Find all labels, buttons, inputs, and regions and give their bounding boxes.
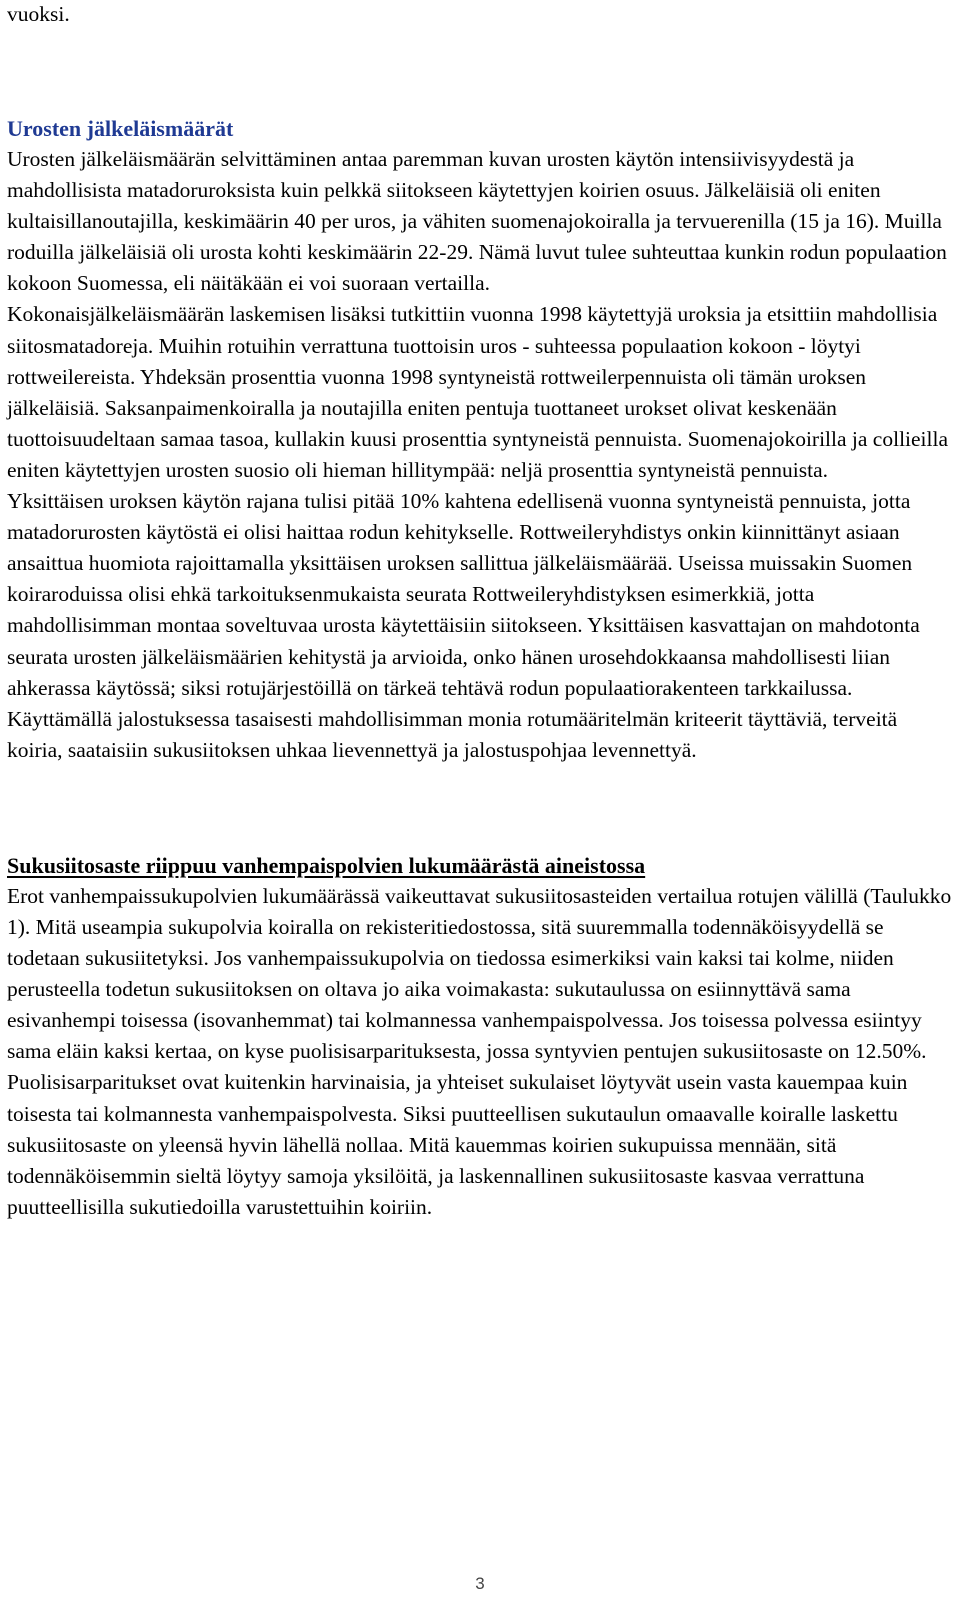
body-paragraph: Erot vanhempaissukupolvien lukumäärässä vaikeuttavat sukusiitosasteiden vertailua rotujen välillä (Taulukko 1). Mitä useampia sukupolvia koiralla on rekisteritiedostossa, sitä suuremmalla todennäköisyydellä se todetaan sukusiitetyksi. Jos vanhempaissukupolvia on tiedossa esimerkiksi vain kaksi tai kolme, niiden perusteella todetun sukusiitoksen on oltava jo aika voimakasta: sukutaulussa on esiinnyttävä sama esivanhempi toisessa (isovanhemmat) tai kolmannessa vanhempaispolvessa. Jos toisessa polvessa esiintyy sama eläin kaksi kertaa, on kyse puolisisarparituksesta, jossa syntyvien pentujen sukusiitosaste on 12.50%. Puolisisarparitukset ovat kuitenkin harvinaisia, ja yhteiset sukulaiset löytyvät usein vasta kauempaa kuin toisesta tai kolmannesta vanhempaispolvesta. Siksi puutteellisen sukutaulun omaavalle koiralle laskettu sukusiitosaste on yleensä hyvin lähellä nollaa. Mitä kauemmas koirien sukupuissa mennään, sitä todennäköisemmin sieltä löytyy samoja yksilöitä, ja laskennallinen sukusiitosaste kasvaa verrattuna puutteellisilla sukutiedoilla varustettuihin koiriin. [7, 883, 952, 1219]
continued-text-fragment: vuoksi. [7, 2, 70, 26]
section-title: Sukusiitosaste riippuu vanhempaispolvien lukumäärästä aineistossa [7, 852, 646, 878]
section-title: Urosten jälkeläismäärät [7, 116, 234, 141]
document-page [7, 0, 953, 1223]
page-number: 3 [475, 1574, 485, 1593]
body-paragraph: Yksittäisen uroksen käytön rajana tulisi pitää 10% kahtena edellisenä vuonna syntyneistä pennuista, jotta matadorurosten käytöstä ei olisi haittaa rodun kehitykselle. Rottweileryhdistys onkin kiinnittänyt asiaan ansaittua huomiota rajoittamalla yksittäisen uroksen sallittua jälkeläismäärää. Useissa muissakin Suomen koiraroduissa olisi ehkä tarkoituksenmukaista seurata Rottweileryhdistyksen esimerkkiä, jotta mahdollisimman montaa soveltuvaa urosta käytettäisiin siitokseen. Yksittäisen kasvattajan on mahdotonta seurata urosten jälkeläismäärien kehitystä ja arvioida, onko hänen urosehdokkaansa mahdollisesti liian ahkerassa käytössä; siksi rotujärjestöillä on tärkeä tehtävä rodun populaatiorakenteen tarkkailussa. Käyttämällä jalostuksessa tasaisesti mahdollisimman monia rotumääritelmän kriteerit täyttäviä, terveitä koiria, saataisiin sukusiitoksen uhkaa lievennettyä ja jalostuspohjaa levennettyä. [7, 489, 920, 762]
section-inbreeding-generations [7, 850, 953, 1223]
body-paragraph: Urosten jälkeläismäärän selvittäminen antaa paremman kuvan urosten käytön intensiivisyydestä ja mahdollisista matadoruroksista kuin pelkkä siitokseen käytettyjen koirien osuus. Jälkeläisiä oli eniten kultaisillanoutajilla, keskimäärin 40 per uros, ja vähiten suomenajokoiralla ja tervuerenilla (15 ja 16). Muilla roduilla jälkeläisiä oli urosta kohti keskimäärin 22-29. Nämä luvut tulee suhteuttaa kunkin rodun populaation kokoon Suomessa, eli näitäkään ei voi suoraan vertailla. [7, 147, 947, 296]
section-offspring-counts [7, 113, 953, 766]
body-paragraph: Kokonaisjälkeläismäärän laskemisen lisäksi tutkittiin vuonna 1998 käytettyjä uroksia ja etsittiin mahdollisia siitosmatadoreja. Muihin rotuihin verrattuna tuottoisin uros - suhteessa populaation kokoon - löytyi rottweilereista. Yhdeksän prosenttia vuonna 1998 syntyneistä rottweilerpennuista oli tämän uroksen jälkeläisiä. Saksanpaimenkoiralla ja noutajilla eniten pentuja tuottaneet urokset olivat keskenään tuottoisuudeltaan samaa tasoa, kullakin kuusi prosenttia syntyneistä pennuista. Suomenajokoirilla ja collieilla eniten käytettyjen urosten suosio oli hieman hillitympää: neljä prosenttia syntyneistä pennuista. [7, 302, 949, 482]
